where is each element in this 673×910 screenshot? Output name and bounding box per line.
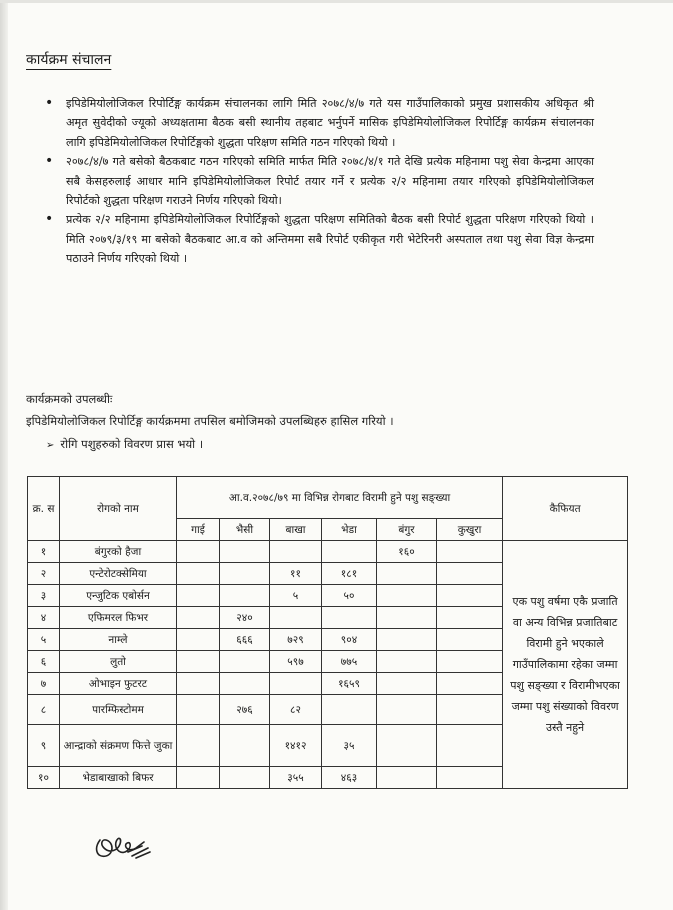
row-count-cell <box>220 541 270 563</box>
row-sn: १० <box>28 767 60 789</box>
row-sn: ८ <box>28 695 60 725</box>
header-animal: भेडा <box>322 519 377 541</box>
row-count-cell <box>177 563 220 585</box>
header-animal: कुखुरा <box>437 519 503 541</box>
row-count-cell: ११ <box>270 563 322 585</box>
row-count-cell: ५० <box>322 585 377 607</box>
row-sn: १ <box>28 541 60 563</box>
row-disease-name: लुतो <box>60 651 177 673</box>
row-count-cell <box>220 651 270 673</box>
row-disease-name: एफिमरल फिभर <box>60 607 177 629</box>
row-count-cell <box>177 767 220 789</box>
row-disease-name: बंगुरको हैजा <box>60 541 177 563</box>
row-count-cell <box>322 607 377 629</box>
bullet-icon: • <box>45 153 54 170</box>
sub-point <box>46 437 203 452</box>
row-disease-name: एन्टेरोटक्सेमिया <box>60 563 177 585</box>
row-count-cell <box>377 695 437 725</box>
row-count-cell <box>377 563 437 585</box>
row-count-cell: २४० <box>220 607 270 629</box>
row-count-cell <box>377 673 437 695</box>
row-count-cell: ७७५ <box>322 651 377 673</box>
row-count-cell <box>437 695 503 725</box>
row-sn: २ <box>28 563 60 585</box>
row-count-cell: ५ <box>270 585 322 607</box>
header-disease: रोगको नाम <box>60 477 177 541</box>
row-disease-name: आन्द्राको संक्रमण फित्ते जुका <box>60 725 177 767</box>
row-count-cell <box>177 541 220 563</box>
row-count-cell <box>177 673 220 695</box>
row-count-cell <box>177 585 220 607</box>
row-count-cell <box>437 725 503 767</box>
header-animal: बंगुर <box>377 519 437 541</box>
sub-point-text: रोगि पशुहरुको विवरण प्रास भयो । <box>60 437 204 451</box>
row-count-cell <box>437 651 503 673</box>
row-count-cell <box>377 651 437 673</box>
row-count-cell <box>177 725 220 767</box>
row-sn: ६ <box>28 651 60 673</box>
row-count-cell <box>437 585 503 607</box>
table-row <box>28 541 628 563</box>
row-count-cell <box>377 725 437 767</box>
bullet-list <box>28 94 594 269</box>
row-disease-name: एन्जुटिक एबोर्सन <box>60 585 177 607</box>
signature-mark <box>92 822 152 864</box>
row-count-cell <box>437 767 503 789</box>
header-animal-group: आ.व.२०७८/७९ मा विभिन्न रोगबाट विरामी हुने पशु सङ्ख्या <box>177 477 503 519</box>
row-count-cell: ८२ <box>270 695 322 725</box>
row-count-cell: ५९७ <box>270 651 322 673</box>
row-count-cell <box>220 585 270 607</box>
row-count-cell: १८१ <box>322 563 377 585</box>
row-count-cell: ३५५ <box>270 767 322 789</box>
row-count-cell <box>177 629 220 651</box>
page-top-edge <box>0 0 673 3</box>
header-animal: भैसी <box>220 519 270 541</box>
row-sn: ९ <box>28 725 60 767</box>
row-disease-name: पारम्फिस्टोमम <box>60 695 177 725</box>
bullet-text: प्रत्येक २/२ महिनामा इपिडेमियोलोजिकल रिपोर्टिङ्गको शुद्धता परिक्षण समितिको बैठक बसी रिपोर्ट शुद्धता परिक्षण गरिएको थियो । मिति २०७९/३/१९ मा बसेको बैठकबाट आ.व को अन्तिममा सबै रिपोर्ट एकीकृत गरी भेटेरिनरी अस्पताल तथा पशु सेवा विज्ञ केन्द्रमा पठाउने निर्णय गरिएको थियो । <box>66 213 594 266</box>
remarks-cell: एक पशु वर्षमा एकै प्रजाति वा अन्य विभिन्न प्रजातिबाट विरामी हुने भएकाले गाउँपालिकामा रहेका जम्मा पशु सङ्ख्या र विरामीभएका जम्मा पशु संख्याको विवरण उस्तै नहुने <box>503 541 628 789</box>
bullet-item <box>28 94 594 152</box>
row-count-cell <box>270 541 322 563</box>
row-count-cell <box>377 629 437 651</box>
row-count-cell <box>322 541 377 563</box>
row-count-cell <box>270 607 322 629</box>
row-disease-name: नाम्ले <box>60 629 177 651</box>
row-count-cell <box>220 563 270 585</box>
row-count-cell: ७२९ <box>270 629 322 651</box>
header-remarks: कैफियत <box>503 477 628 541</box>
row-count-cell: २७६ <box>220 695 270 725</box>
row-count-cell <box>437 563 503 585</box>
header-sn: क्र. स <box>28 477 60 541</box>
row-count-cell <box>377 585 437 607</box>
row-count-cell: १४१२ <box>270 725 322 767</box>
header-animal: गाई <box>177 519 220 541</box>
row-count-cell: ३५ <box>322 725 377 767</box>
bullet-item <box>28 210 594 268</box>
disease-table <box>27 476 628 789</box>
row-count-cell <box>270 673 322 695</box>
row-count-cell <box>220 673 270 695</box>
row-count-cell <box>177 651 220 673</box>
row-disease-name: ओभाइन फुटरट <box>60 673 177 695</box>
arrow-bullet-icon: ➢ <box>46 440 55 451</box>
row-count-cell <box>437 673 503 695</box>
bullet-item <box>28 152 594 210</box>
row-disease-name: भेडाबाखाको बिफर <box>60 767 177 789</box>
bullet-icon: • <box>45 95 54 111</box>
row-count-cell: ६६६ <box>220 629 270 651</box>
row-count-cell <box>220 767 270 789</box>
page-edge-shadow <box>0 0 8 910</box>
table-body <box>28 541 628 789</box>
section-title: कार्यक्रम संचालन <box>26 52 112 68</box>
bullet-text: २०७८/४/७ गते बसेको बैठकबाट गठन गरिएको समिति मार्फत मिति २०७८/४/१ गते देखि प्रत्येक महिनामा पशु सेवा केन्द्रमा आएका सबै केसहरुलाई आधार मानि इपिडेमियोलोजिकल रिपोर्ट तयार गर्ने र प्रत्येक २/२ महिनामा तयार गरिएको इपिडेमियोलोजिकल रिपोर्टको शुद्धता परिक्षण गराउने निर्णय गरिएको थियो। <box>66 155 594 208</box>
row-count-cell: ९०४ <box>322 629 377 651</box>
row-count-cell <box>322 695 377 725</box>
row-count-cell <box>220 725 270 767</box>
row-sn: ३ <box>28 585 60 607</box>
row-count-cell: ४६३ <box>322 767 377 789</box>
row-sn: ४ <box>28 607 60 629</box>
row-count-cell <box>177 695 220 725</box>
row-count-cell <box>377 767 437 789</box>
header-animal: बाखा <box>270 519 322 541</box>
row-count-cell <box>437 629 503 651</box>
row-count-cell <box>177 607 220 629</box>
row-count-cell <box>437 541 503 563</box>
row-count-cell: १६५९ <box>322 673 377 695</box>
row-count-cell: १६० <box>377 541 437 563</box>
bullet-icon: • <box>45 211 54 228</box>
achievements-title: कार्यक्रमको उपलब्धीः <box>26 392 113 406</box>
row-count-cell <box>437 607 503 629</box>
achievements-intro: इपिडेमियोलोजिकल रिपोर्टिङ्ग कार्यक्रममा तपसिल बमोजिमको उपलब्धिहरु हासिल गरियो । <box>26 414 394 428</box>
row-count-cell <box>377 607 437 629</box>
bullet-text: इपिडेमियोलोजिकल रिपोर्टिङ्ग कार्यक्रम संचालनका लागि मिति २०७८/४/७ गते यस गाउँपालिकाको प्रमुख प्रशासकीय अधिकृत श्री अमृत सुवेदीको ज्यूको अध्यक्षतामा बैठक बसी स्थानीय तहबाट भर्नुपर्ने मासिक इपिडेमियोलोजिकल रिपोर्टिङ्ग कार्यक्रम संचालनका लागि इपिडेमियोलोजिकल रिपोर्टिङ्गको शुद्धता परिक्षण समिति गठन गरिएको थियो । <box>66 97 594 149</box>
row-sn: ७ <box>28 673 60 695</box>
row-sn: ५ <box>28 629 60 651</box>
